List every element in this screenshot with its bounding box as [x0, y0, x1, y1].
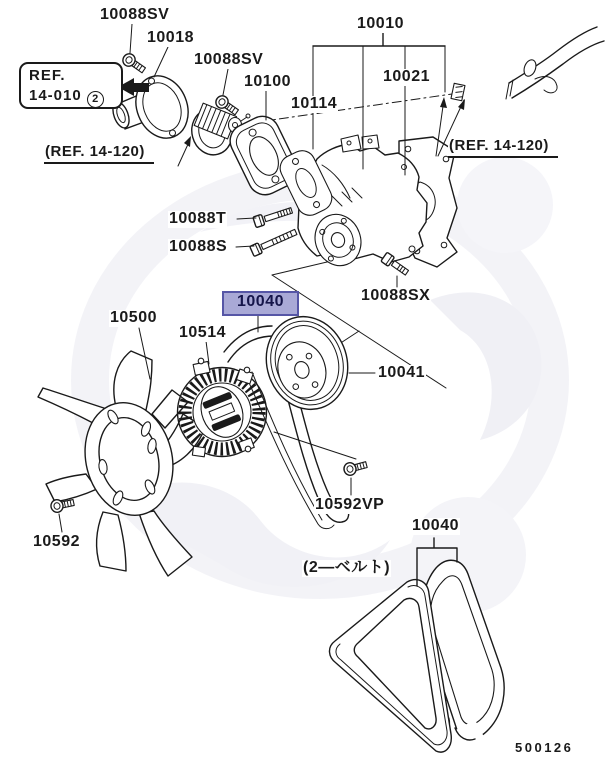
ref-label-14-120-b: (REF. 14-120)	[448, 138, 558, 158]
part-label-10592: 10592	[33, 533, 80, 550]
part-label-10592vp: 10592VP	[315, 496, 385, 513]
fan-clutch-drawing	[178, 358, 267, 457]
screw-10088sv-a	[120, 51, 147, 75]
part-label-10040-b: 10040	[412, 517, 459, 534]
ref-box-line2: 14-010	[29, 86, 82, 104]
drawing-number: 500126	[515, 740, 574, 755]
water-pump-pulley-drawing	[254, 306, 359, 420]
part-label-10018: 10018	[147, 29, 194, 46]
part-label-10514: 10514	[179, 324, 226, 341]
part-label-10088sv-a: 10088SV	[100, 6, 170, 23]
part-label-10088sx: 10088SX	[361, 287, 431, 304]
part-label-10088s: 10088S	[169, 238, 228, 255]
part-label-10010: 10010	[357, 15, 404, 32]
part-label-10041: 10041	[378, 364, 425, 381]
screw-10592vp	[343, 459, 368, 477]
part-label-10114: 10114	[291, 95, 338, 112]
part-label-10088t: 10088T	[169, 210, 227, 227]
part-label-10088sv-b: 10088SV	[194, 51, 264, 68]
water-pipe-drawing	[451, 27, 604, 101]
part-label-10021: 10021	[383, 68, 430, 85]
part-label-10040-highlighted[interactable]: 10040	[222, 291, 299, 316]
part-label-10100: 10100	[244, 73, 291, 90]
ref-label-14-120-a: (REF. 14-120)	[44, 144, 154, 164]
part-label-10500: 10500	[110, 309, 157, 326]
belt-count-note: (2—ベルト)	[303, 559, 391, 576]
ref-box-badge: 2	[87, 91, 104, 108]
bolt-10088s	[250, 227, 298, 257]
ref-box-line1: REF.	[29, 67, 66, 84]
ref-box	[19, 62, 123, 109]
